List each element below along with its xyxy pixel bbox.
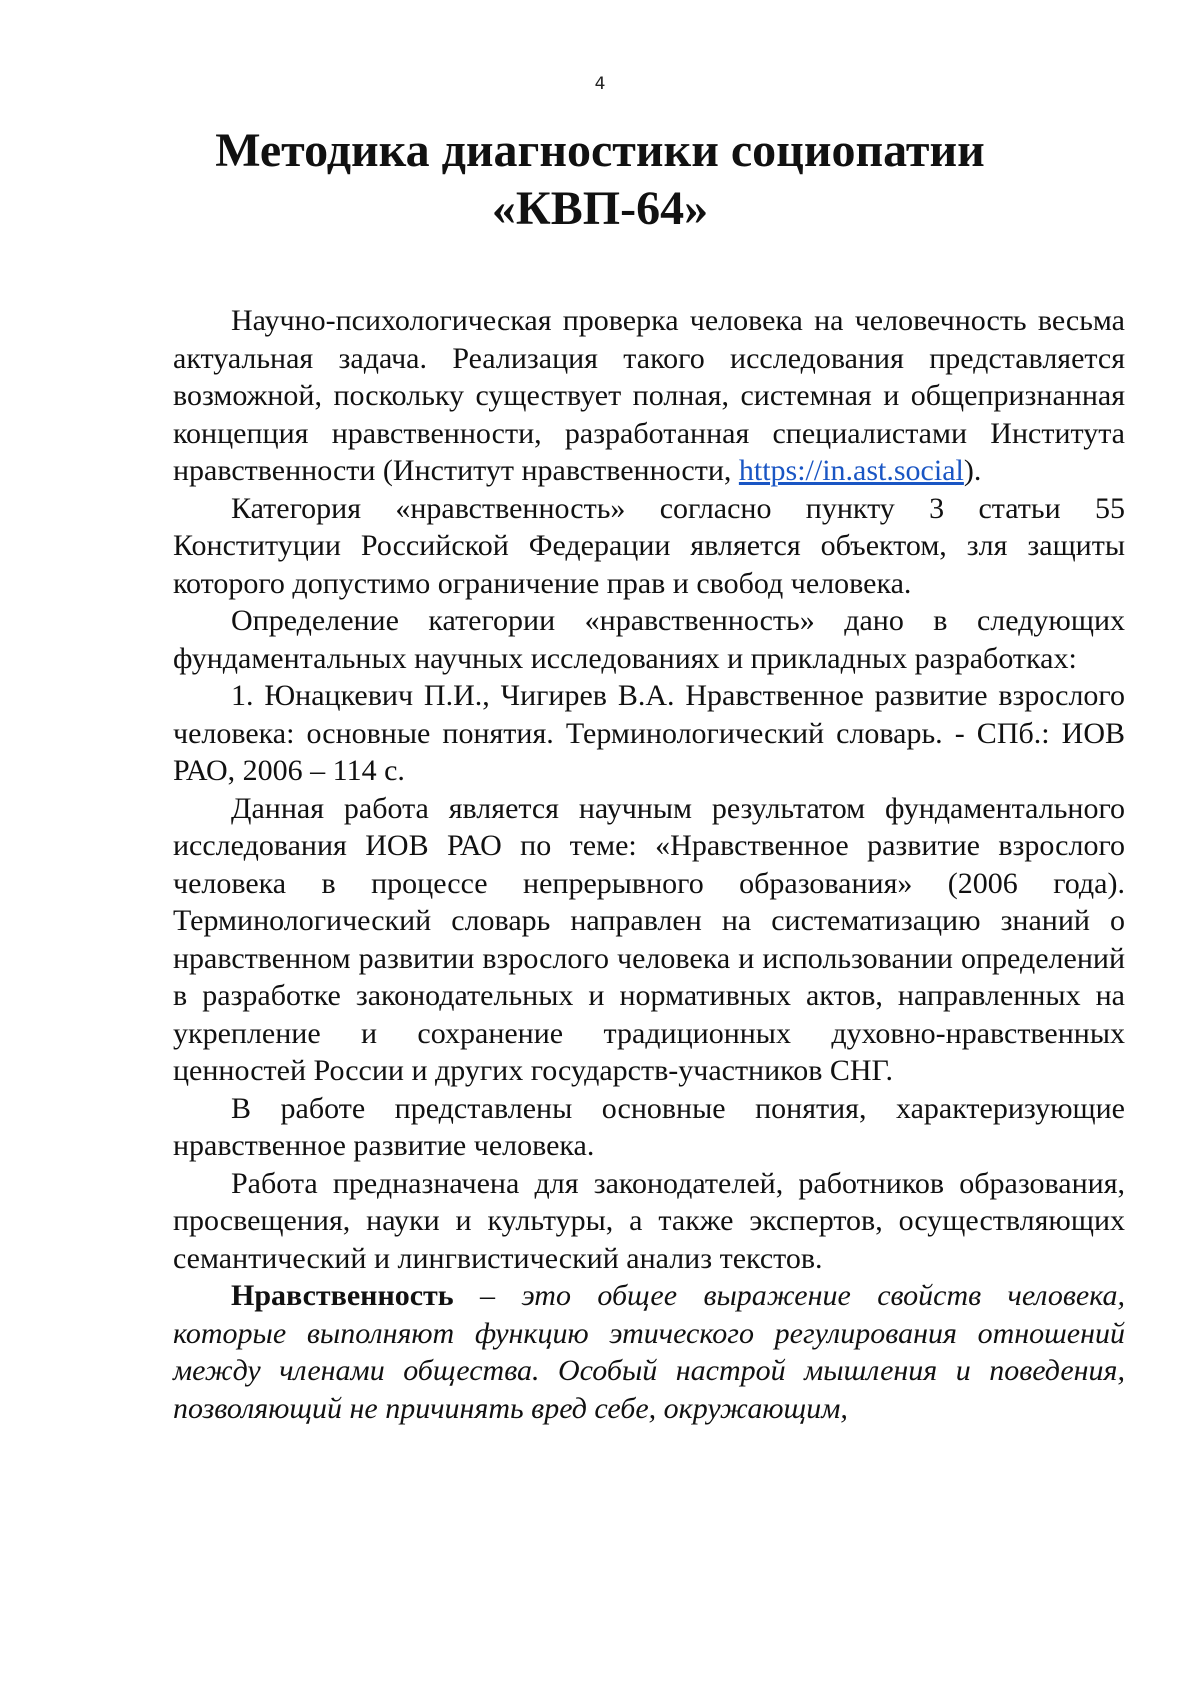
paragraph-constitution: Категория «нравственность» согласно пункту 3 статьи 55 Конституции Российской Федерации является объектом, зля защиты которого допустимо ограничение прав и свобод человека. xyxy=(173,491,1125,600)
paragraph-work-description: Данная работа является научным результатом фундаментального исследования ИОВ РАО по теме: «Нравственное развитие взрослого человека в процессе непрерывного образования» (2006 года). Терминологический словарь направлен на систематизацию знаний о нравственном развитии взрослого человека и использовании определений в разработке законодательных и нормативных актов, направленных на укрепление и сохранение традиционных духовно-нравственных ценностей России и других государств-участников СНГ. xyxy=(173,791,1125,1087)
paragraph-audience: Работа предназначена для законодателей, работников образования, просвещения, науки и культуры, а также экспертов, осуществляющих семантический и лингвистический анализ текстов. xyxy=(173,1166,1125,1275)
institute-link[interactable]: https://in.ast.social xyxy=(738,454,964,487)
page-title xyxy=(0,122,1200,238)
term-definition: это общее выражение свойств человека, которые выполняют функцию этического регулирования отношений между членами общества. Особый настрой мышления и поведения, позволяющий не причинять вред себе, окружающим, xyxy=(173,1279,1125,1425)
paragraph-intro-end: ). xyxy=(963,454,982,487)
paragraph-concepts: В работе представлены основные понятия, характеризующие нравственное развитие человека. xyxy=(173,1091,1125,1162)
term-dash: – xyxy=(453,1279,522,1312)
paragraph-reference-1: 1. Юнацкевич П.И., Чигирев В.А. Нравственное развитие взрослого человека: основные понятия. Терминологический словарь. - СПб.: ИОВ РАО, 2006 – 114 с. xyxy=(173,679,1125,787)
title-line-2: «КВП-64» xyxy=(491,182,709,235)
page-number: 4 xyxy=(594,74,606,94)
paragraph-intro xyxy=(173,302,1125,490)
paragraph-intro-text: Научно-психологическая проверка человека на человечность весьма актуальная задача. Реализация такого исследования представляется возможной, поскольку существует полная, системная и общепризнанная концепция нравственности, разработанная специалистами Института нравственности (Институт нравственности, xyxy=(173,304,1125,487)
body-text xyxy=(173,302,1125,1427)
term-morality: Нравственность xyxy=(231,1279,454,1312)
title-line-1: Методика диагностики социопатии xyxy=(215,124,985,177)
paragraph-definition-sources: Определение категории «нравственность» дано в следующих фундаментальных научных исследованиях и прикладных разработках: xyxy=(173,604,1125,675)
paragraph-morality-definition xyxy=(173,1277,1125,1427)
